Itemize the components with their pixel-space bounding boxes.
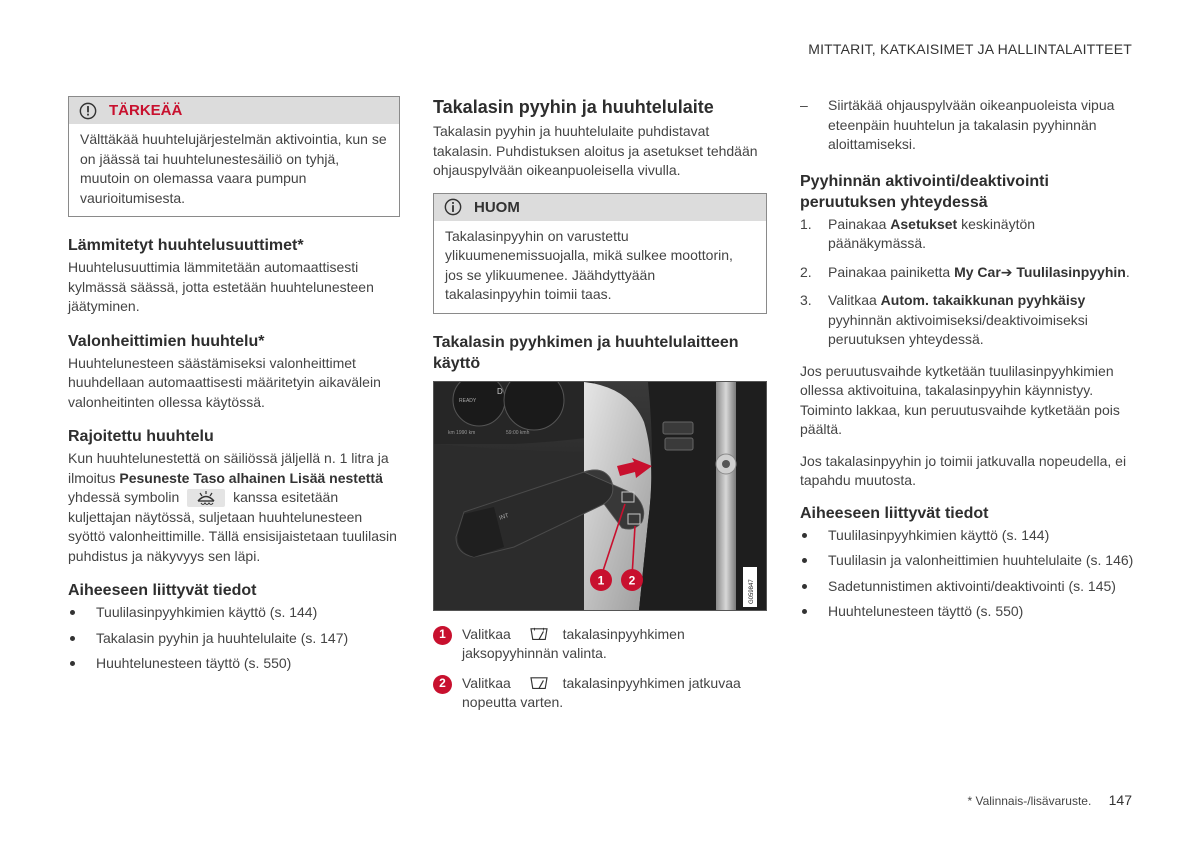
footnote: * Valinnais-/lisävaruste. (967, 794, 1092, 808)
column-right (800, 96, 1134, 636)
headlamp-wash-heading: Valonheittimien huuhtelu* (68, 332, 265, 350)
settings-label: Asetukset (890, 215, 958, 232)
limited-wash-text-a: Kun huuhtelunestettä on säiliössä jäljellä n. 1 litra ja ilmoitus (68, 450, 389, 486)
related-link[interactable]: Tuulilasin ja valonheittimien huuhtelulaite (s. 146) (800, 551, 1134, 571)
continuous-speed-text: Jos takalasinpyyhin jo toimii jatkuvalla nopeudella, ei tapahdu muutosta. (800, 452, 1127, 488)
page-number: 147 (1108, 792, 1132, 808)
svg-text:INT: INT (498, 512, 510, 522)
callout-number: 1 (433, 626, 452, 645)
callout-post: takalasinpyyhkimen jaksopyyhinnän valinta. (462, 625, 685, 661)
important-title: TÄRKEÄÄ (109, 102, 183, 119)
column-left (68, 96, 400, 688)
callout-post: takalasinpyyhkimen jatkuvaa nopeutta varten. (462, 674, 741, 710)
related-link[interactable]: Huuhtelunesteen täyttö (s. 550) (68, 654, 400, 674)
related-link[interactable]: Tuulilasinpyyhkimien käyttö (s. 144) (68, 603, 400, 623)
note-box-header (434, 194, 766, 221)
callout-marker-2: 2 (628, 573, 636, 587)
rear-wiper-heading: Takalasin pyyhin ja huuhtelulaite (433, 97, 714, 117)
step-text: Valitkaa (828, 292, 877, 308)
headlamp-wash-text: Huuhtelunesteen säästämiseksi valonheittimet huuhdellaan automaattisesti määritetyin aikavälein valonheitinten ollessa käytössä. (68, 354, 381, 410)
callout-item-2 (433, 674, 767, 713)
step-text: Painakaa painiketta (828, 263, 951, 280)
limited-wash-text-b: yhdessä symbolin (68, 489, 180, 505)
wiper-setting-label: Tuulilasinpyyhin (1016, 263, 1126, 280)
rear-wiper-interval-icon (529, 627, 549, 643)
low-fluid-message: Pesuneste Taso alhainen Lisää nestettä (119, 469, 383, 486)
arrow-right-icon: ➔ (1000, 263, 1013, 280)
auto-rear-wipe-label: Autom. takaikkunan pyyhkäisy (880, 292, 1086, 308)
note-box (433, 193, 767, 314)
step-number: 2. (800, 263, 812, 280)
important-text: Välttäkää huuhtelujärjestelmän aktivointia, kun se on jäässä tai huuhtelunestesäiliö on tyhjä, muutoin on olemassa vaara pumpun vaurioitumisesta. (80, 131, 387, 206)
callout-pre: Valitkaa (462, 625, 511, 642)
usage-heading: Takalasin pyyhkimen ja huuhtelulaitteen käyttö (433, 333, 739, 372)
limited-wash-section (68, 426, 400, 566)
heated-nozzles-heading: Lämmitetyt huuhtelusuuttimet* (68, 237, 304, 254)
rear-wiper-continuous-icon (529, 676, 549, 692)
step-item (800, 263, 1134, 283)
warning-icon (79, 102, 97, 120)
wash-step-text: Siirtäkää ohjauspylvään oikeanpuoleista vipua eteenpäin huuhtelun ja takalasin pyyhinnän aloittamiseksi. (828, 97, 1115, 152)
section-header: MITTARIT, KATKAISIMET JA HALLINTALAITTEET (808, 41, 1132, 57)
important-box (68, 96, 400, 217)
heated-nozzles-section (68, 235, 400, 317)
related-left-heading: Aiheeseen liittyvät tiedot (68, 582, 257, 599)
info-icon (444, 198, 462, 216)
wiper-stalk-figure (433, 381, 767, 611)
step-text: pyyhinnän aktivoimiseksi/deaktivoimiseksi peruutuksen yhteydessä. (828, 311, 1088, 347)
step-number: 1. (800, 215, 812, 232)
limited-wash-text-c: kanssa esitetään kuljettajan näytössä, suljetaan huuhtelunesteen syöttö valonheittimille. Tällä ensisijaistetaan tuulilasin puhdistus ja näkyvyys sen läpi. (68, 489, 397, 564)
limited-wash-text (68, 449, 400, 566)
related-link[interactable]: Sadetunnistimen aktivointi/deaktivointi (s. 145) (800, 577, 1134, 597)
related-left-list (68, 603, 400, 674)
column-middle (433, 96, 767, 723)
related-right-section (800, 503, 1134, 622)
related-link[interactable]: Huuhtelunesteen täyttö (s. 550) (800, 602, 1134, 622)
callout-number: 2 (433, 675, 452, 694)
headlamp-wash-section (68, 331, 400, 413)
note-title: HUOM (474, 198, 520, 216)
limited-wash-heading: Rajoitettu huuhtelu (68, 428, 214, 445)
dash-speed-label: 59:00 kmh (506, 429, 530, 436)
step-item (800, 215, 1134, 254)
related-link[interactable]: Takalasin pyyhin ja huuhtelulaite (s. 147) (68, 629, 400, 649)
dash-marker: – (800, 97, 808, 113)
my-car-label: My Car (954, 263, 1001, 280)
figure-code: G059847 (749, 578, 755, 604)
step-text: Painakaa (828, 215, 887, 232)
activation-steps (800, 215, 1134, 350)
note-text: Takalasinpyyhin on varustettu ylikuumenemissuojalla, mikä sulkee moottorin, jos se ylikuumenee. Jäähdyttyään takalasinpyyhin toimii taas. (445, 227, 733, 302)
important-box-header (69, 97, 399, 124)
wash-step (800, 96, 1134, 155)
step-text: keskinäytön päänäkymässä. (828, 215, 1036, 251)
step-text: . (1125, 263, 1130, 280)
heated-nozzles-text: Huuhtelusuuttimia lämmitetään automaattisesti kylmässä säässä, jotta estetään huuhtelunesteen jäätyminen. (68, 259, 374, 314)
step-item (800, 291, 1134, 350)
activation-heading: Pyyhinnän aktivointi/deaktivointi peruutuksen yhteydessä (800, 172, 1049, 211)
page-footer (967, 792, 1132, 808)
related-right-list (800, 526, 1134, 622)
rear-wiper-text: Takalasin pyyhin ja huuhtelulaite puhdistavat takalasin. Puhdistuksen aloitus ja asetukset tehdään ohjauspylvään oikeanpuoleisella vivulla. (433, 123, 758, 178)
related-link[interactable]: Tuulilasinpyyhkimien käyttö (s. 144) (800, 526, 1134, 546)
washer-fluid-icon (187, 489, 225, 507)
reverse-gear-text: Jos peruutusvaihde kytketään tuulilasinpyyhkimien ollessa aktivoituina, takalasinpyyhin käynnistyy. Toiminto lakkaa, kun peruutusvaihde kytketään pois päältä. (800, 362, 1120, 437)
callout-marker-1: 1 (597, 573, 605, 587)
wiper-stalk-illustration (434, 382, 766, 610)
step-number: 3. (800, 292, 812, 308)
dash-gear-label: D (497, 386, 503, 396)
callout-pre: Valitkaa (462, 674, 511, 691)
callout-item-1 (433, 625, 767, 664)
dash-ready-label: READY (459, 397, 477, 404)
related-left-section (68, 580, 400, 674)
related-right-heading: Aiheeseen liittyvät tiedot (800, 504, 989, 522)
dash-km-label: km 1990 km (448, 429, 476, 436)
